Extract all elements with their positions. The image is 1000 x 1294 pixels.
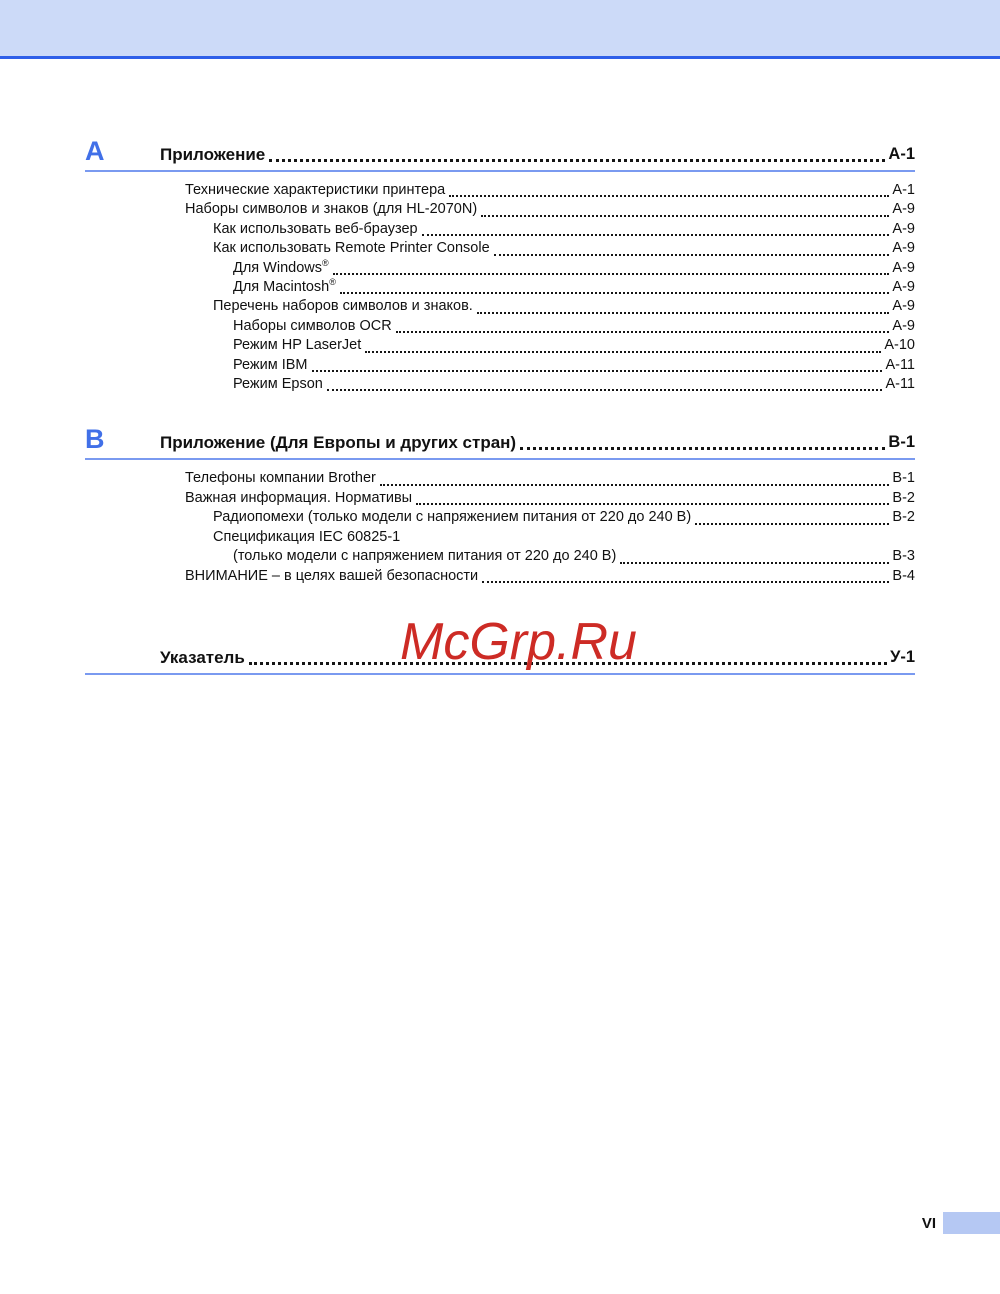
toc-entry-page-number: B-1 (892, 470, 915, 487)
toc-entry (185, 317, 915, 336)
watermark: McGrp.Ru (400, 613, 637, 671)
toc-entry-page-number: B-3 (892, 548, 915, 565)
section-title: Приложение (Для Европы и других стран) (160, 433, 517, 453)
dotted-leader (482, 581, 889, 583)
dotted-leader (494, 254, 890, 256)
toc-entry-page-number: A-11 (885, 376, 915, 393)
section-title: Указатель (160, 647, 245, 667)
dotted-leader (520, 447, 885, 450)
toc-entry-page-number: A-9 (892, 259, 915, 276)
toc-entry (185, 297, 915, 316)
toc-entry (185, 181, 915, 200)
toc-section (85, 136, 915, 394)
toc-entry-page-number: A-1 (892, 182, 915, 198)
section-rule (85, 673, 915, 675)
top-banner (0, 0, 1000, 59)
dotted-leader (449, 195, 889, 197)
toc-entry-title: (только модели с напряжением питания от 220 до 240 В) (233, 548, 617, 565)
toc-entry (185, 489, 915, 508)
toc-entry-page-number: A-9 (892, 317, 915, 334)
page-number: VI (921, 1214, 936, 1232)
toc-entry-page-number: B-4 (892, 567, 915, 584)
section-page-number: A-1 (888, 145, 915, 163)
section-rule (85, 170, 915, 172)
section-rule (85, 458, 915, 460)
toc-entry (185, 200, 915, 219)
toc-entry (185, 528, 915, 547)
toc-entry-title: Как использовать Remote Printer Console (213, 240, 490, 257)
section-page-number: У-1 (890, 647, 915, 666)
toc-entry-title: Для Windows® (233, 257, 329, 276)
toc-entry-page-number: A-9 (892, 201, 915, 218)
toc-entry-page-number: A-10 (884, 337, 915, 354)
section-title-row (160, 143, 915, 166)
dotted-leader (422, 234, 890, 236)
toc-entry-title: Режим HP LaserJet (233, 337, 362, 354)
section-heading (85, 136, 915, 166)
dotted-leader (481, 215, 889, 217)
dotted-leader (269, 159, 885, 162)
toc-entry-title: ВНИМАНИЕ – в целях вашей безопасности (185, 567, 479, 584)
toc-entry (185, 375, 915, 394)
section-page-number: B-1 (888, 433, 915, 452)
toc-entry-page-number: A-9 (892, 240, 915, 257)
toc-entry (185, 220, 915, 239)
toc-entry (185, 547, 915, 566)
section-title: Приложение (160, 145, 266, 164)
dotted-leader (620, 562, 889, 564)
toc-entry-title: Технические характеристики принтера (185, 182, 446, 198)
toc-entry-title: Важная информация. Нормативы (185, 489, 413, 506)
dotted-leader (333, 273, 890, 275)
toc-entry-title: Наборы символов и знаков (для HL-2070N) (185, 201, 478, 218)
toc-entry-page-number: A-9 (892, 298, 915, 315)
dotted-leader (340, 292, 890, 294)
toc-section (85, 424, 915, 585)
toc-entries (185, 181, 915, 394)
toc-entry-page-number: A-11 (885, 356, 915, 373)
dotted-leader (477, 312, 890, 314)
registered-trademark-mark: ® (321, 257, 329, 268)
dotted-leader (327, 389, 883, 391)
dotted-leader (365, 351, 881, 353)
toc-entry-title: Радиопомехи (только модели с напряжением питания от 220 до 240 В) (213, 509, 692, 526)
section-letter: A (85, 136, 105, 166)
page-footer (922, 1212, 1000, 1234)
toc-entry (185, 259, 915, 278)
dotted-leader (380, 484, 890, 486)
section-title-row (160, 431, 915, 454)
footer-accent-bar (943, 1212, 1000, 1234)
toc-entry (185, 567, 915, 586)
toc-entry (185, 469, 915, 488)
toc-entry-title: Наборы символов OCR (233, 317, 392, 334)
dotted-leader (312, 370, 883, 372)
toc-entry (185, 278, 915, 297)
section-heading (85, 424, 915, 454)
toc-entry-page-number: A-9 (892, 279, 915, 296)
dotted-leader (695, 523, 889, 525)
toc-entry (185, 508, 915, 527)
toc-entry-title: Перечень наборов символов и знаков. (213, 298, 473, 315)
toc-entry-title: Телефоны компании Brother (185, 470, 376, 487)
table-of-contents (85, 62, 915, 675)
toc-entry (185, 239, 915, 258)
dotted-leader (396, 331, 890, 333)
toc-entry (185, 356, 915, 375)
toc-entry-title: Спецификация IEC 60825-1 (213, 528, 401, 545)
toc-entry-page-number: B-2 (892, 509, 915, 526)
toc-entry-title: Режим Epson (233, 376, 323, 393)
registered-trademark-mark: ® (329, 277, 336, 288)
toc-entry-page-number: B-2 (892, 489, 915, 506)
toc-entry (185, 336, 915, 355)
toc-entries (185, 469, 915, 585)
toc-entry-title: Для Macintosh® (233, 277, 336, 296)
dotted-leader (416, 503, 889, 505)
toc-entry-title: Как использовать веб-браузер (213, 220, 418, 237)
toc-entry-page-number: A-9 (892, 220, 915, 237)
toc-entry-title: Режим IBM (233, 356, 308, 373)
section-letter: B (85, 424, 105, 455)
